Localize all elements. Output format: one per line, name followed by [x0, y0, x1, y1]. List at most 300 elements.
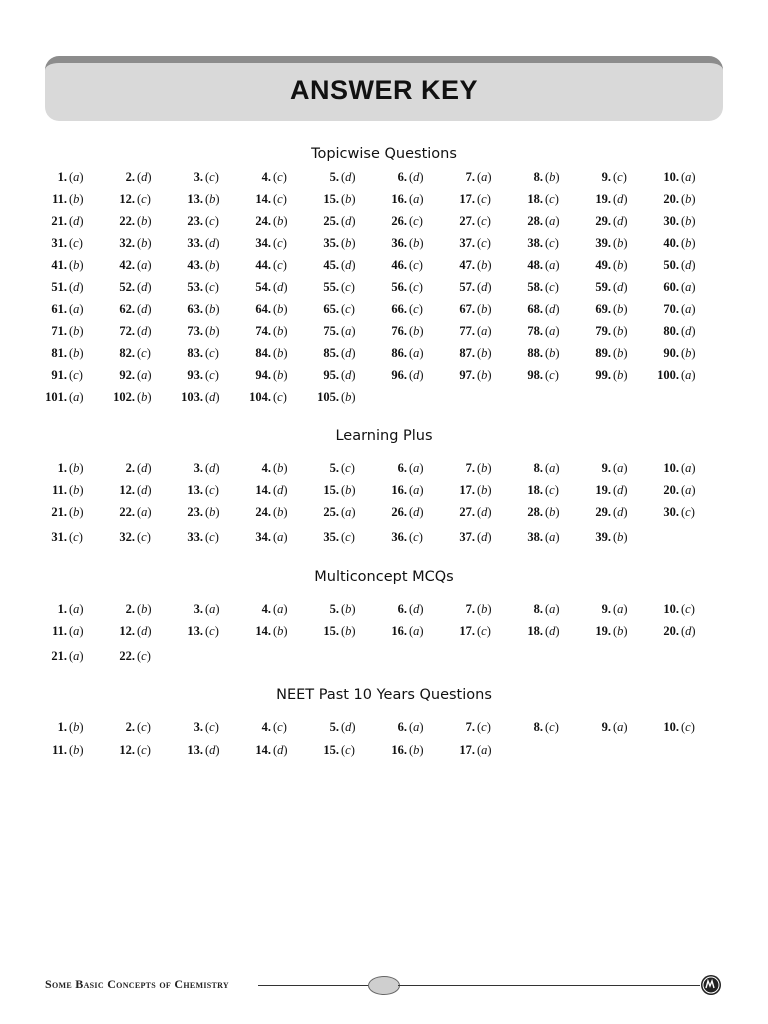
answer-option: (b) [69, 483, 84, 497]
question-number: 104. [249, 390, 271, 404]
question-number: 47. [459, 258, 475, 272]
question-number: 69. [595, 302, 611, 316]
answer-row [0, 530, 768, 548]
question-number: 30. [663, 214, 679, 228]
question-number: 26. [391, 214, 407, 228]
question-number: 3. [193, 461, 203, 475]
question-number: 35. [323, 236, 339, 250]
answer-row [0, 483, 768, 501]
answer-option: (a) [613, 720, 628, 734]
question-number: 36. [391, 236, 407, 250]
question-number: 20. [663, 192, 679, 206]
question-number: 34. [255, 236, 271, 250]
question-number: 76. [391, 324, 407, 338]
question-number: 37. [459, 236, 475, 250]
answer-row [0, 624, 768, 642]
question-number: 53. [187, 280, 203, 294]
question-number: 19. [595, 624, 611, 638]
question-number: 11. [52, 743, 67, 757]
question-number: 74. [255, 324, 271, 338]
question-number: 7. [465, 602, 475, 616]
question-number: 9. [601, 170, 611, 184]
answer-option: (b) [409, 236, 424, 250]
answer-option: (b) [137, 236, 152, 250]
question-number: 73. [187, 324, 203, 338]
question-number: 4. [261, 602, 271, 616]
answer-option: (a) [681, 302, 696, 316]
answer-row [0, 505, 768, 523]
answer-option: (a) [545, 461, 560, 475]
answer-option: (c) [69, 368, 83, 382]
answer-option: (b) [477, 602, 492, 616]
answer-option: (c) [341, 461, 355, 475]
answer-row [0, 461, 768, 479]
question-number: 6. [397, 720, 407, 734]
page-number-oval [368, 976, 400, 995]
answer-row [0, 649, 768, 667]
question-number: 10. [663, 461, 679, 475]
answer-option: (d) [477, 280, 492, 294]
answer-option: (c) [273, 192, 287, 206]
question-number: 14. [255, 743, 271, 757]
question-number: 10. [663, 602, 679, 616]
answer-row [0, 602, 768, 620]
answer-option: (b) [681, 346, 696, 360]
answer-option: (a) [69, 602, 84, 616]
answer-option: (a) [545, 602, 560, 616]
answer-option: (c) [681, 720, 695, 734]
question-number: 45. [323, 258, 339, 272]
question-number: 27. [459, 214, 475, 228]
question-number: 42. [119, 258, 135, 272]
question-number: 103. [181, 390, 203, 404]
answer-option: (b) [273, 214, 288, 228]
question-number: 84. [255, 346, 271, 360]
question-number: 1. [57, 720, 67, 734]
answer-option: (a) [137, 368, 152, 382]
question-number: 16. [391, 192, 407, 206]
answer-key-header [45, 56, 723, 121]
question-number: 10. [663, 170, 679, 184]
answer-option: (d) [137, 324, 152, 338]
answer-option: (d) [341, 346, 356, 360]
answer-option: (d) [409, 170, 424, 184]
answer-option: (b) [477, 368, 492, 382]
answer-option: (c) [477, 192, 491, 206]
answer-option: (a) [409, 720, 424, 734]
question-number: 15. [323, 743, 339, 757]
question-number: 4. [261, 720, 271, 734]
answer-option: (b) [681, 214, 696, 228]
answer-option: (a) [477, 324, 492, 338]
answer-option: (d) [205, 236, 220, 250]
answer-option: (c) [613, 170, 627, 184]
question-number: 31. [51, 236, 67, 250]
answer-option: (d) [69, 214, 84, 228]
answer-option: (d) [341, 258, 356, 272]
answer-option: (c) [477, 624, 491, 638]
answer-option: (d) [613, 192, 628, 206]
question-number: 18. [527, 483, 543, 497]
answer-row [0, 743, 768, 761]
question-number: 82. [119, 346, 135, 360]
answer-row [0, 720, 768, 738]
answer-option: (c) [545, 720, 559, 734]
answer-row [0, 258, 768, 276]
answer-option: (b) [69, 346, 84, 360]
question-number: 70. [663, 302, 679, 316]
answer-option: (a) [477, 743, 492, 757]
answer-option: (c) [409, 530, 423, 544]
question-number: 61. [51, 302, 67, 316]
question-number: 23. [187, 505, 203, 519]
answer-option: (b) [613, 302, 628, 316]
question-number: 72. [119, 324, 135, 338]
answer-option: (b) [273, 324, 288, 338]
question-number: 26. [391, 505, 407, 519]
answer-option: (c) [205, 346, 219, 360]
answer-option: (c) [545, 280, 559, 294]
answer-option: (a) [409, 483, 424, 497]
answer-option: (a) [69, 624, 84, 638]
question-number: 16. [391, 483, 407, 497]
answer-option: (c) [545, 368, 559, 382]
pw-logo-icon [700, 974, 722, 996]
answer-option: (b) [137, 390, 152, 404]
question-number: 37. [459, 530, 475, 544]
question-number: 21. [51, 214, 67, 228]
answer-option: (b) [477, 461, 492, 475]
answer-option: (b) [341, 192, 356, 206]
question-number: 92. [119, 368, 135, 382]
answer-option: (b) [613, 530, 628, 544]
question-number: 2. [125, 461, 135, 475]
question-number: 100. [657, 368, 679, 382]
question-number: 50. [663, 258, 679, 272]
answer-option: (d) [205, 461, 220, 475]
answer-option: (d) [273, 280, 288, 294]
answer-option: (a) [137, 505, 152, 519]
answer-option: (d) [613, 214, 628, 228]
question-number: 25. [323, 505, 339, 519]
question-number: 75. [323, 324, 339, 338]
answer-option: (a) [69, 390, 84, 404]
answer-option: (a) [409, 461, 424, 475]
answer-option: (d) [681, 324, 696, 338]
answer-option: (c) [273, 258, 287, 272]
question-number: 90. [663, 346, 679, 360]
answer-option: (d) [137, 280, 152, 294]
answer-option: (c) [205, 530, 219, 544]
answer-row [0, 214, 768, 232]
answer-option: (b) [477, 346, 492, 360]
answer-option: (a) [205, 602, 220, 616]
answer-option: (d) [273, 483, 288, 497]
answer-option: (c) [477, 236, 491, 250]
question-number: 9. [601, 720, 611, 734]
answer-option: (c) [205, 624, 219, 638]
question-number: 97. [459, 368, 475, 382]
answer-option: (c) [137, 720, 151, 734]
question-number: 63. [187, 302, 203, 316]
answer-option: (a) [681, 170, 696, 184]
question-number: 20. [663, 483, 679, 497]
question-number: 64. [255, 302, 271, 316]
question-number: 5. [329, 602, 339, 616]
answer-option: (d) [409, 368, 424, 382]
question-number: 51. [51, 280, 67, 294]
question-number: 3. [193, 170, 203, 184]
answer-option: (c) [477, 214, 491, 228]
question-number: 22. [119, 649, 135, 663]
answer-row [0, 170, 768, 188]
question-number: 93. [187, 368, 203, 382]
question-number: 77. [459, 324, 475, 338]
question-number: 15. [323, 192, 339, 206]
answer-option: (d) [545, 624, 560, 638]
question-number: 8. [533, 720, 543, 734]
question-number: 12. [119, 624, 135, 638]
question-number: 14. [255, 483, 271, 497]
answer-option: (c) [681, 505, 695, 519]
question-number: 79. [595, 324, 611, 338]
question-number: 99. [595, 368, 611, 382]
answer-option: (d) [341, 214, 356, 228]
answer-row [0, 390, 768, 408]
question-number: 13. [187, 192, 203, 206]
answer-option: (b) [273, 368, 288, 382]
answer-option: (c) [273, 170, 287, 184]
answer-option: (c) [477, 720, 491, 734]
question-number: 8. [533, 602, 543, 616]
question-number: 2. [125, 170, 135, 184]
answer-option: (d) [409, 505, 424, 519]
answer-option: (b) [137, 214, 152, 228]
answer-option: (b) [409, 324, 424, 338]
question-number: 39. [595, 530, 611, 544]
answer-option: (b) [477, 483, 492, 497]
answer-option: (d) [205, 743, 220, 757]
answer-option: (b) [545, 346, 560, 360]
answer-option: (b) [613, 324, 628, 338]
question-number: 1. [57, 602, 67, 616]
answer-option: (a) [409, 624, 424, 638]
answer-row [0, 324, 768, 342]
question-number: 21. [51, 649, 67, 663]
answer-option: (d) [613, 280, 628, 294]
answer-option: (b) [69, 720, 84, 734]
answer-row [0, 280, 768, 298]
question-number: 9. [601, 602, 611, 616]
answer-row [0, 192, 768, 210]
question-number: 94. [255, 368, 271, 382]
question-number: 85. [323, 346, 339, 360]
question-number: 12. [119, 743, 135, 757]
answer-option: (c) [409, 214, 423, 228]
question-number: 95. [323, 368, 339, 382]
question-number: 36. [391, 530, 407, 544]
question-number: 9. [601, 461, 611, 475]
question-number: 80. [663, 324, 679, 338]
question-number: 33. [187, 530, 203, 544]
question-number: 20. [663, 624, 679, 638]
answer-option: (b) [205, 258, 220, 272]
question-number: 32. [119, 530, 135, 544]
question-number: 35. [323, 530, 339, 544]
answer-option: (a) [273, 530, 288, 544]
question-number: 6. [397, 170, 407, 184]
question-number: 7. [465, 170, 475, 184]
question-number: 19. [595, 192, 611, 206]
question-number: 89. [595, 346, 611, 360]
answer-option: (b) [69, 505, 84, 519]
question-number: 17. [459, 743, 475, 757]
answer-option: (c) [69, 530, 83, 544]
question-number: 41. [51, 258, 67, 272]
question-number: 5. [329, 170, 339, 184]
answer-option: (a) [545, 214, 560, 228]
answer-option: (c) [273, 720, 287, 734]
question-number: 15. [323, 483, 339, 497]
question-number: 17. [459, 483, 475, 497]
question-number: 5. [329, 461, 339, 475]
section-title-learning-plus: Learning Plus [335, 428, 433, 444]
answer-option: (a) [69, 170, 84, 184]
answer-row [0, 236, 768, 254]
answer-option: (b) [69, 324, 84, 338]
answer-option: (d) [137, 624, 152, 638]
answer-option: (b) [341, 390, 356, 404]
answer-option: (d) [205, 390, 220, 404]
answer-option: (b) [69, 192, 84, 206]
answer-option: (a) [681, 280, 696, 294]
question-number: 5. [329, 720, 339, 734]
answer-row [0, 302, 768, 320]
question-number: 22. [119, 505, 135, 519]
question-number: 87. [459, 346, 475, 360]
question-number: 27. [459, 505, 475, 519]
question-number: 8. [533, 461, 543, 475]
question-number: 16. [391, 743, 407, 757]
answer-option: (d) [477, 530, 492, 544]
question-number: 7. [465, 720, 475, 734]
question-number: 24. [255, 505, 271, 519]
question-number: 32. [119, 236, 135, 250]
question-number: 60. [663, 280, 679, 294]
answer-option: (a) [681, 483, 696, 497]
question-number: 68. [527, 302, 543, 316]
question-number: 15. [323, 624, 339, 638]
question-number: 83. [187, 346, 203, 360]
question-number: 33. [187, 236, 203, 250]
answer-option: (b) [69, 258, 84, 272]
question-number: 4. [261, 170, 271, 184]
question-number: 67. [459, 302, 475, 316]
footer-divider-right [398, 985, 700, 986]
question-number: 10. [663, 720, 679, 734]
answer-option: (c) [681, 602, 695, 616]
question-number: 6. [397, 602, 407, 616]
answer-option: (d) [545, 302, 560, 316]
question-number: 17. [459, 192, 475, 206]
footer-chapter-title: Some Basic Concepts of Chemistry [45, 977, 230, 991]
question-number: 6. [397, 461, 407, 475]
section-title-topicwise: Topicwise Questions [311, 146, 457, 162]
question-number: 58. [527, 280, 543, 294]
question-number: 21. [51, 505, 67, 519]
answer-option: (d) [69, 280, 84, 294]
question-number: 11. [52, 483, 67, 497]
question-number: 54. [255, 280, 271, 294]
question-number: 59. [595, 280, 611, 294]
question-number: 11. [52, 624, 67, 638]
answer-option: (c) [409, 280, 423, 294]
answer-option: (a) [613, 602, 628, 616]
question-number: 29. [595, 505, 611, 519]
answer-option: (c) [341, 280, 355, 294]
question-number: 102. [113, 390, 135, 404]
answer-option: (d) [341, 170, 356, 184]
answer-option: (a) [273, 602, 288, 616]
answer-row [0, 368, 768, 386]
question-number: 65. [323, 302, 339, 316]
question-number: 28. [527, 214, 543, 228]
answer-option: (b) [205, 302, 220, 316]
question-number: 14. [255, 192, 271, 206]
answer-option: (b) [613, 368, 628, 382]
answer-option: (b) [341, 602, 356, 616]
answer-option: (b) [409, 743, 424, 757]
question-number: 91. [51, 368, 67, 382]
answer-option: (b) [613, 258, 628, 272]
answer-option: (d) [273, 743, 288, 757]
answer-option: (a) [613, 461, 628, 475]
answer-option: (c) [341, 530, 355, 544]
question-number: 12. [119, 483, 135, 497]
answer-row [0, 346, 768, 364]
answer-option: (a) [681, 461, 696, 475]
answer-option: (c) [341, 743, 355, 757]
answer-option: (b) [205, 324, 220, 338]
answer-option: (d) [613, 483, 628, 497]
answer-option: (a) [477, 170, 492, 184]
answer-option: (b) [613, 236, 628, 250]
answer-option: (b) [205, 192, 220, 206]
answer-option: (b) [273, 302, 288, 316]
answer-option: (c) [205, 368, 219, 382]
question-number: 8. [533, 170, 543, 184]
answer-option: (a) [137, 258, 152, 272]
answer-option: (b) [613, 624, 628, 638]
question-number: 43. [187, 258, 203, 272]
question-number: 1. [57, 461, 67, 475]
answer-option: (b) [273, 346, 288, 360]
question-number: 14. [255, 624, 271, 638]
question-number: 101. [45, 390, 67, 404]
answer-option: (b) [273, 505, 288, 519]
question-number: 38. [527, 236, 543, 250]
answer-option: (c) [205, 720, 219, 734]
answer-option: (c) [409, 258, 423, 272]
answer-option: (c) [69, 236, 83, 250]
answer-option: (b) [613, 346, 628, 360]
answer-option: (c) [273, 236, 287, 250]
question-number: 34. [255, 530, 271, 544]
answer-option: (a) [409, 192, 424, 206]
answer-option: (b) [545, 170, 560, 184]
question-number: 23. [187, 214, 203, 228]
page-title: ANSWER KEY [289, 74, 478, 105]
